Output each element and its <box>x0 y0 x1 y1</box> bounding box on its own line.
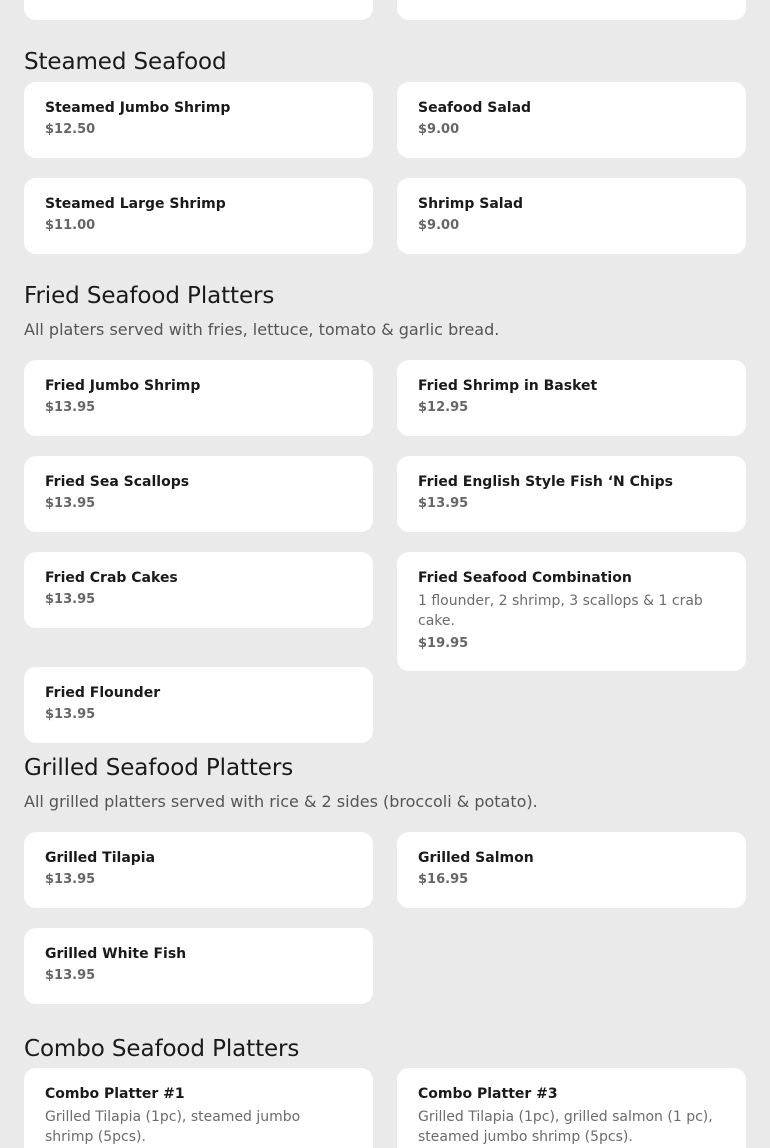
menu-item-card[interactable] <box>24 1068 373 1148</box>
item-name: Fried Shrimp in Basket <box>418 378 598 394</box>
section-description: All grilled platters served with rice & 2 sides (broccoli & potato). <box>24 792 538 811</box>
menu-item-card[interactable] <box>24 360 373 436</box>
section-description: All platers served with fries, lettuce, tomato & garlic bread. <box>24 320 500 339</box>
section-steamed-seafood <box>24 47 746 254</box>
menu-item-card[interactable] <box>397 832 746 908</box>
item-name: Fried Sea Scallops <box>45 474 190 490</box>
section-grilled-seafood-platters <box>24 753 746 1004</box>
item-name: Steamed Large Shrimp <box>45 196 226 212</box>
section-title: Steamed Seafood <box>24 49 227 75</box>
item-price: $13.95 <box>45 496 96 511</box>
item-name: Fried Jumbo Shrimp <box>45 378 201 394</box>
menu-item-card[interactable] <box>24 928 373 1004</box>
menu-item-card[interactable] <box>24 456 373 532</box>
menu-item-card[interactable] <box>24 832 373 908</box>
menu-item-card[interactable] <box>397 82 746 158</box>
menu-grid <box>24 1068 746 1148</box>
menu-grid <box>24 832 746 1004</box>
item-description: Grilled Tilapia (1pc), grilled salmon (1 pc), steamed jumbo shrimp (5pcs). <box>418 1109 713 1145</box>
item-price: $12.50 <box>45 122 96 137</box>
menu-item-card[interactable] <box>397 178 746 254</box>
item-name: Grilled Salmon <box>418 850 534 866</box>
menu-grid <box>24 82 746 254</box>
item-price: $11.00 <box>45 218 96 233</box>
section-title: Combo Seafood Platters <box>24 1036 300 1062</box>
item-price: $13.95 <box>418 496 469 511</box>
item-price: $13.95 <box>45 707 96 722</box>
item-price: $16.95 <box>418 872 469 887</box>
section-title: Grilled Seafood Platters <box>24 755 294 781</box>
item-name: Shrimp Salad <box>418 196 524 212</box>
item-name: Fried Crab Cakes <box>45 570 178 586</box>
item-price: $12.95 <box>418 400 469 415</box>
menu-item-card[interactable] <box>397 552 746 671</box>
item-name: Steamed Jumbo Shrimp <box>45 100 231 116</box>
menu-item-card[interactable] <box>397 360 746 436</box>
item-price: $9.00 <box>418 218 460 233</box>
menu-item-card-partial[interactable] <box>24 0 373 20</box>
menu-item-card[interactable] <box>24 667 373 743</box>
item-name: Grilled Tilapia <box>45 850 156 866</box>
menu-item-card[interactable] <box>24 82 373 158</box>
item-price: $13.95 <box>45 592 96 607</box>
item-name: Fried Seafood Combination <box>418 570 632 586</box>
item-name: Fried Flounder <box>45 685 161 701</box>
menu-item-card[interactable] <box>24 178 373 254</box>
item-name: Combo Platter #3 <box>418 1086 558 1102</box>
item-price: $13.95 <box>45 968 96 983</box>
item-name: Seafood Salad <box>418 100 532 116</box>
section-fried-seafood-platters <box>24 281 746 743</box>
item-price: $9.00 <box>418 122 460 137</box>
menu-item-card[interactable] <box>24 552 373 628</box>
item-price: $13.95 <box>45 872 96 887</box>
item-price: $13.95 <box>45 400 96 415</box>
item-description: Grilled Tilapia (1pc), steamed jumbo shrimp (5pcs). <box>45 1109 301 1145</box>
menu-item-card[interactable] <box>397 456 746 532</box>
item-name: Grilled White Fish <box>45 946 187 962</box>
menu-item-card[interactable] <box>397 1068 746 1148</box>
item-price: $19.95 <box>418 636 469 651</box>
section-combo-seafood-platters <box>24 1034 746 1148</box>
item-name: Combo Platter #1 <box>45 1086 185 1102</box>
section-title: Fried Seafood Platters <box>24 283 275 309</box>
menu-item-card-partial[interactable] <box>397 0 746 20</box>
menu-grid <box>24 360 746 743</box>
item-description: 1 flounder, 2 shrimp, 3 scallops & 1 crab cake. <box>418 593 703 629</box>
item-name: Fried English Style Fish ‘N Chips <box>418 474 673 490</box>
